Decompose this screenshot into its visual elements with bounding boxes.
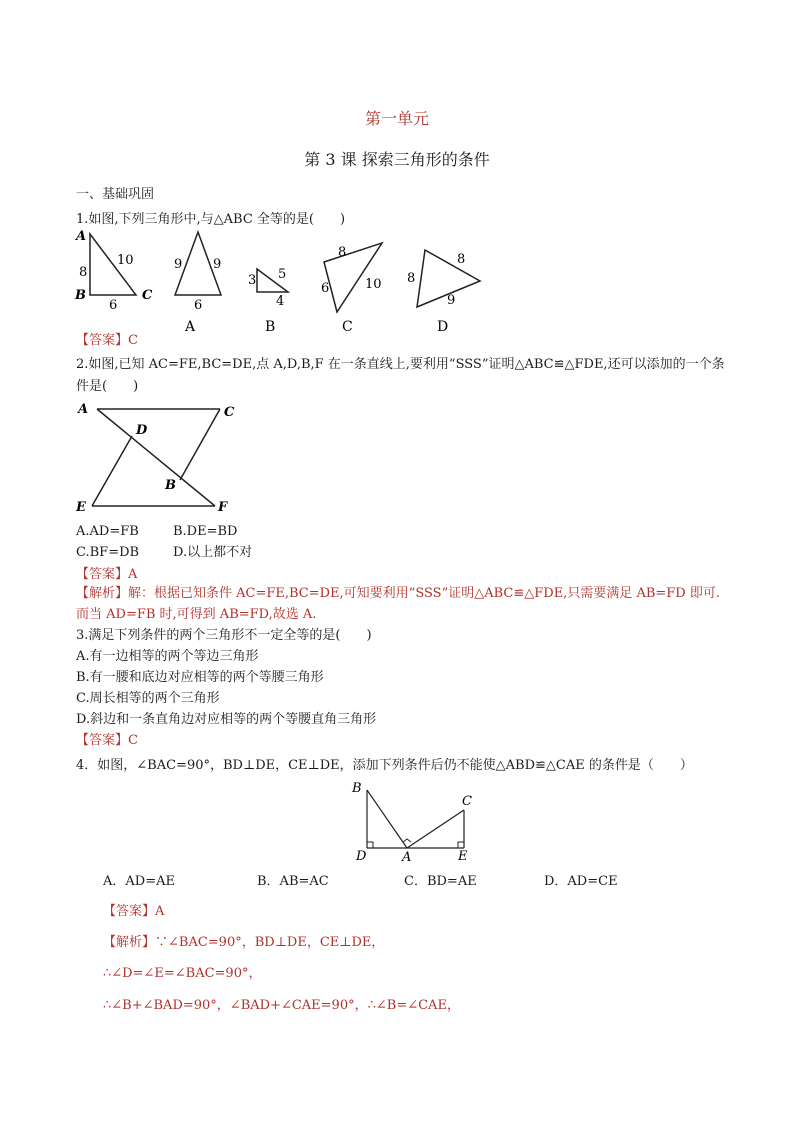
q2-stem-line2: 件是( ) <box>76 379 139 394</box>
q2-stem-line1: 2.如图,已知 AC=FE,BC=DE,点 A,D,B,F 在一条直线上,要利用“SSS”证明△ABC≌△FDE,还可以添加的一个条 <box>76 357 725 372</box>
label-d: D <box>136 423 148 438</box>
label-e: E <box>458 849 468 864</box>
q4-analysis-line1: 【解析】∵∠BAC=90°，BD⊥DE，CE⊥DE， <box>103 935 385 950</box>
q1-figure <box>70 226 490 338</box>
tri-c-side-left: 6 <box>321 281 330 296</box>
tri-b-side-base: 4 <box>276 294 285 309</box>
q3-answer: 【答案】C <box>76 733 138 748</box>
q2-answer: 【答案】A <box>76 567 138 582</box>
q2-option-b: B.DE=BD <box>173 524 238 539</box>
label-a: A <box>402 850 412 864</box>
label-a: A <box>76 229 87 244</box>
q3-option-c: C.周长相等的两个三角形 <box>76 691 220 706</box>
q4-option-d: D．AD=CE <box>544 874 618 889</box>
tri-c-side-right: 10 <box>365 277 382 292</box>
q3-option-d: D.斜边和一条直角边对应相等的两个等腰直角三角形 <box>76 712 377 727</box>
q2-analysis-line2: 而当 AD=FB 时,可得到 AB=FD,故选 A. <box>76 607 317 622</box>
q4-option-a: A．AD=AE <box>103 874 175 889</box>
option-letter-d: D <box>437 319 449 335</box>
label-b: B <box>75 288 86 303</box>
q2-option-a: A.AD=FB <box>76 524 139 539</box>
section-heading: 一、基础巩固 <box>76 187 155 202</box>
q2-option-d: D.以上都不对 <box>173 545 253 560</box>
abc-side-bc: 6 <box>109 298 118 313</box>
q3-stem: 3.满足下列条件的两个三角形不一定全等的是( ) <box>76 628 372 643</box>
tri-a-side-base: 6 <box>194 298 203 313</box>
q3-option-a: A.有一边相等的两个等边三角形 <box>76 649 259 664</box>
tri-a-side-right: 9 <box>213 257 222 272</box>
tri-b-side-left: 3 <box>248 273 257 288</box>
q4-analysis-line3: ∴∠B+∠BAD=90°，∠BAD+∠CAE=90°，∴∠B=∠CAE， <box>103 998 460 1013</box>
q4-answer: 【答案】A <box>103 904 165 919</box>
lesson-title: 第 3 课 探索三角形的条件 <box>304 150 490 169</box>
q2-option-c: C.BF=DB <box>76 545 140 560</box>
label-d: D <box>356 849 367 864</box>
q1-answer: 【答案】C <box>76 333 138 348</box>
abc-side-ab: 8 <box>79 265 88 280</box>
q3-option-b: B.有一腰和底边对应相等的两个等腰三角形 <box>76 670 324 685</box>
q4-analysis-line2: ∴∠D=∠E=∠BAC=90°， <box>103 966 262 981</box>
label-b: B <box>352 781 362 796</box>
label-a: A <box>78 402 89 417</box>
label-e: E <box>76 500 86 515</box>
tri-d-side-left: 8 <box>407 271 416 286</box>
label-c: C <box>462 794 472 809</box>
option-letter-b: B <box>265 319 276 335</box>
label-c: C <box>224 405 235 420</box>
label-f: F <box>218 500 228 515</box>
tri-a-side-left: 9 <box>174 257 183 272</box>
q1-stem: 1.如图,下列三角形中,与△ABC 全等的是( ) <box>76 212 346 227</box>
q4-option-c: C．BD=AE <box>404 874 477 889</box>
option-letter-c: C <box>342 319 353 335</box>
option-letter-a: A <box>185 319 196 335</box>
label-c: C <box>142 288 153 303</box>
unit-title: 第一单元 <box>364 109 429 128</box>
tri-d-side-bottom: 9 <box>447 293 456 308</box>
tri-d-side-top: 8 <box>457 252 466 267</box>
tri-b-side-hyp: 5 <box>278 267 287 282</box>
label-b: B <box>165 478 176 493</box>
q4-option-b: B．AB=AC <box>257 874 329 889</box>
q2-figure <box>72 396 252 516</box>
abc-side-ac: 10 <box>117 253 134 268</box>
tri-c-side-top: 8 <box>338 245 347 260</box>
q4-figure <box>346 778 481 864</box>
q4-stem: 4．如图，∠BAC=90°，BD⊥DE，CE⊥DE，添加下列条件后仍不能使△ABD≌△CAE 的条件是（ ） <box>76 758 693 773</box>
q2-analysis-line1: 【解析】解：根据已知条件 AC=FE,BC=DE,可知要利用“SSS”证明△ABC≌△FDE,只需要满足 AB=FD 即可. <box>76 586 720 601</box>
